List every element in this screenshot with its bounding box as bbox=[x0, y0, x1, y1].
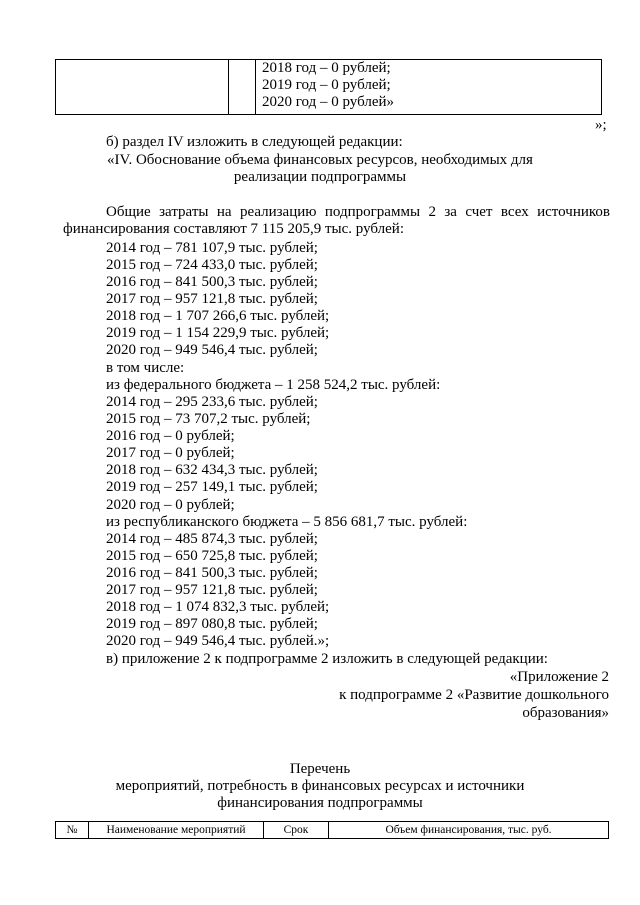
budget-line: 2019 год – 897 080,8 тыс. рублей; bbox=[106, 616, 318, 632]
budget-line: 2020 год – 949 546,4 тыс. рублей.»; bbox=[106, 633, 330, 649]
top-table-line: 2018 год – 0 рублей; bbox=[262, 60, 391, 76]
appendix-line2: к подпрограмме 2 «Развитие дошкольного bbox=[339, 687, 609, 703]
budget-line: 2016 год – 0 рублей; bbox=[106, 428, 235, 444]
budget-line: 2020 год – 0 рублей; bbox=[106, 497, 235, 513]
budget-line: 2016 год – 841 500,3 тыс. рублей; bbox=[106, 565, 318, 581]
budget-line: 2015 год – 724 433,0 тыс. рублей; bbox=[106, 257, 318, 273]
budget-line: 2016 год – 841 500,3 тыс. рублей; bbox=[106, 274, 318, 290]
budget-line: 2015 год – 650 725,8 тыс. рублей; bbox=[106, 548, 318, 564]
list-title-line3: финансирования подпрограммы bbox=[217, 795, 423, 811]
budget-line: 2014 год – 781 107,9 тыс. рублей; bbox=[106, 240, 318, 256]
budget-line: 2017 год – 957 121,8 тыс. рублей; bbox=[106, 582, 318, 598]
budget-line: 2019 год – 257 149,1 тыс. рублей; bbox=[106, 479, 318, 495]
top-table-line: 2020 год – 0 рублей» bbox=[262, 94, 395, 110]
budget-line: 2017 год – 0 рублей; bbox=[106, 445, 235, 461]
budget-line: 2015 год – 73 707,2 тыс. рублей; bbox=[106, 411, 311, 427]
budget-line: 2019 год – 1 154 229,9 тыс. рублей; bbox=[106, 325, 330, 341]
budget-line: 2018 год – 632 434,3 тыс. рублей; bbox=[106, 462, 318, 478]
paragraph-line2: финансирования составляют 7 115 205,9 тыс. рублей: bbox=[63, 221, 404, 237]
top-table-cell-3 bbox=[256, 60, 602, 115]
table-header-term: Срок bbox=[264, 822, 329, 839]
section-b-text: б) раздел IV изложить в следующей редакции: bbox=[106, 134, 403, 150]
paragraph-line1: Общие затраты на реализацию подпрограммы 2 за счет всех источников bbox=[106, 204, 610, 220]
section-heading-line2: реализации подпрограммы bbox=[233, 169, 407, 185]
table-header-number: № bbox=[56, 822, 89, 839]
budget-line: из республиканского бюджета – 5 856 681,7 тыс. рублей: bbox=[106, 514, 468, 530]
table-header-funding: Объем финансирования, тыс. руб. bbox=[329, 822, 609, 839]
closing-quote: »; bbox=[595, 117, 607, 133]
top-table bbox=[55, 59, 602, 115]
budget-line: из федерального бюджета – 1 258 524,2 тыс. рублей: bbox=[106, 377, 441, 393]
budget-line: 2020 год – 949 546,4 тыс. рублей; bbox=[106, 342, 318, 358]
appendix-line1: «Приложение 2 bbox=[509, 669, 609, 685]
appendix-line3: образования» bbox=[522, 705, 609, 721]
budget-line: 2014 год – 485 874,3 тыс. рублей; bbox=[106, 531, 318, 547]
budget-line: в том числе: bbox=[106, 360, 185, 376]
section-heading-line1: «IV. Обоснование объема финансовых ресурсов, необходимых для bbox=[107, 152, 533, 168]
budget-line: 2018 год – 1 707 266,6 тыс. рублей; bbox=[106, 308, 330, 324]
budget-line: 2014 год – 295 233,6 тыс. рублей; bbox=[106, 394, 318, 410]
budget-line: в) приложение 2 к подпрограмме 2 изложить в следующей редакции: bbox=[106, 651, 548, 667]
top-table-line: 2019 год – 0 рублей; bbox=[262, 77, 391, 93]
list-title-line2: мероприятий, потребность в финансовых ресурсах и источники bbox=[115, 778, 525, 794]
budget-line: 2017 год – 957 121,8 тыс. рублей; bbox=[106, 291, 318, 307]
measures-table bbox=[55, 821, 609, 839]
table-header-name: Наименование мероприятий bbox=[89, 822, 264, 839]
list-title-line1: Перечень bbox=[289, 761, 351, 777]
budget-line: 2018 год – 1 074 832,3 тыс. рублей; bbox=[106, 599, 330, 615]
top-table-cell-2 bbox=[229, 60, 256, 115]
top-table-cell-1 bbox=[56, 60, 229, 115]
